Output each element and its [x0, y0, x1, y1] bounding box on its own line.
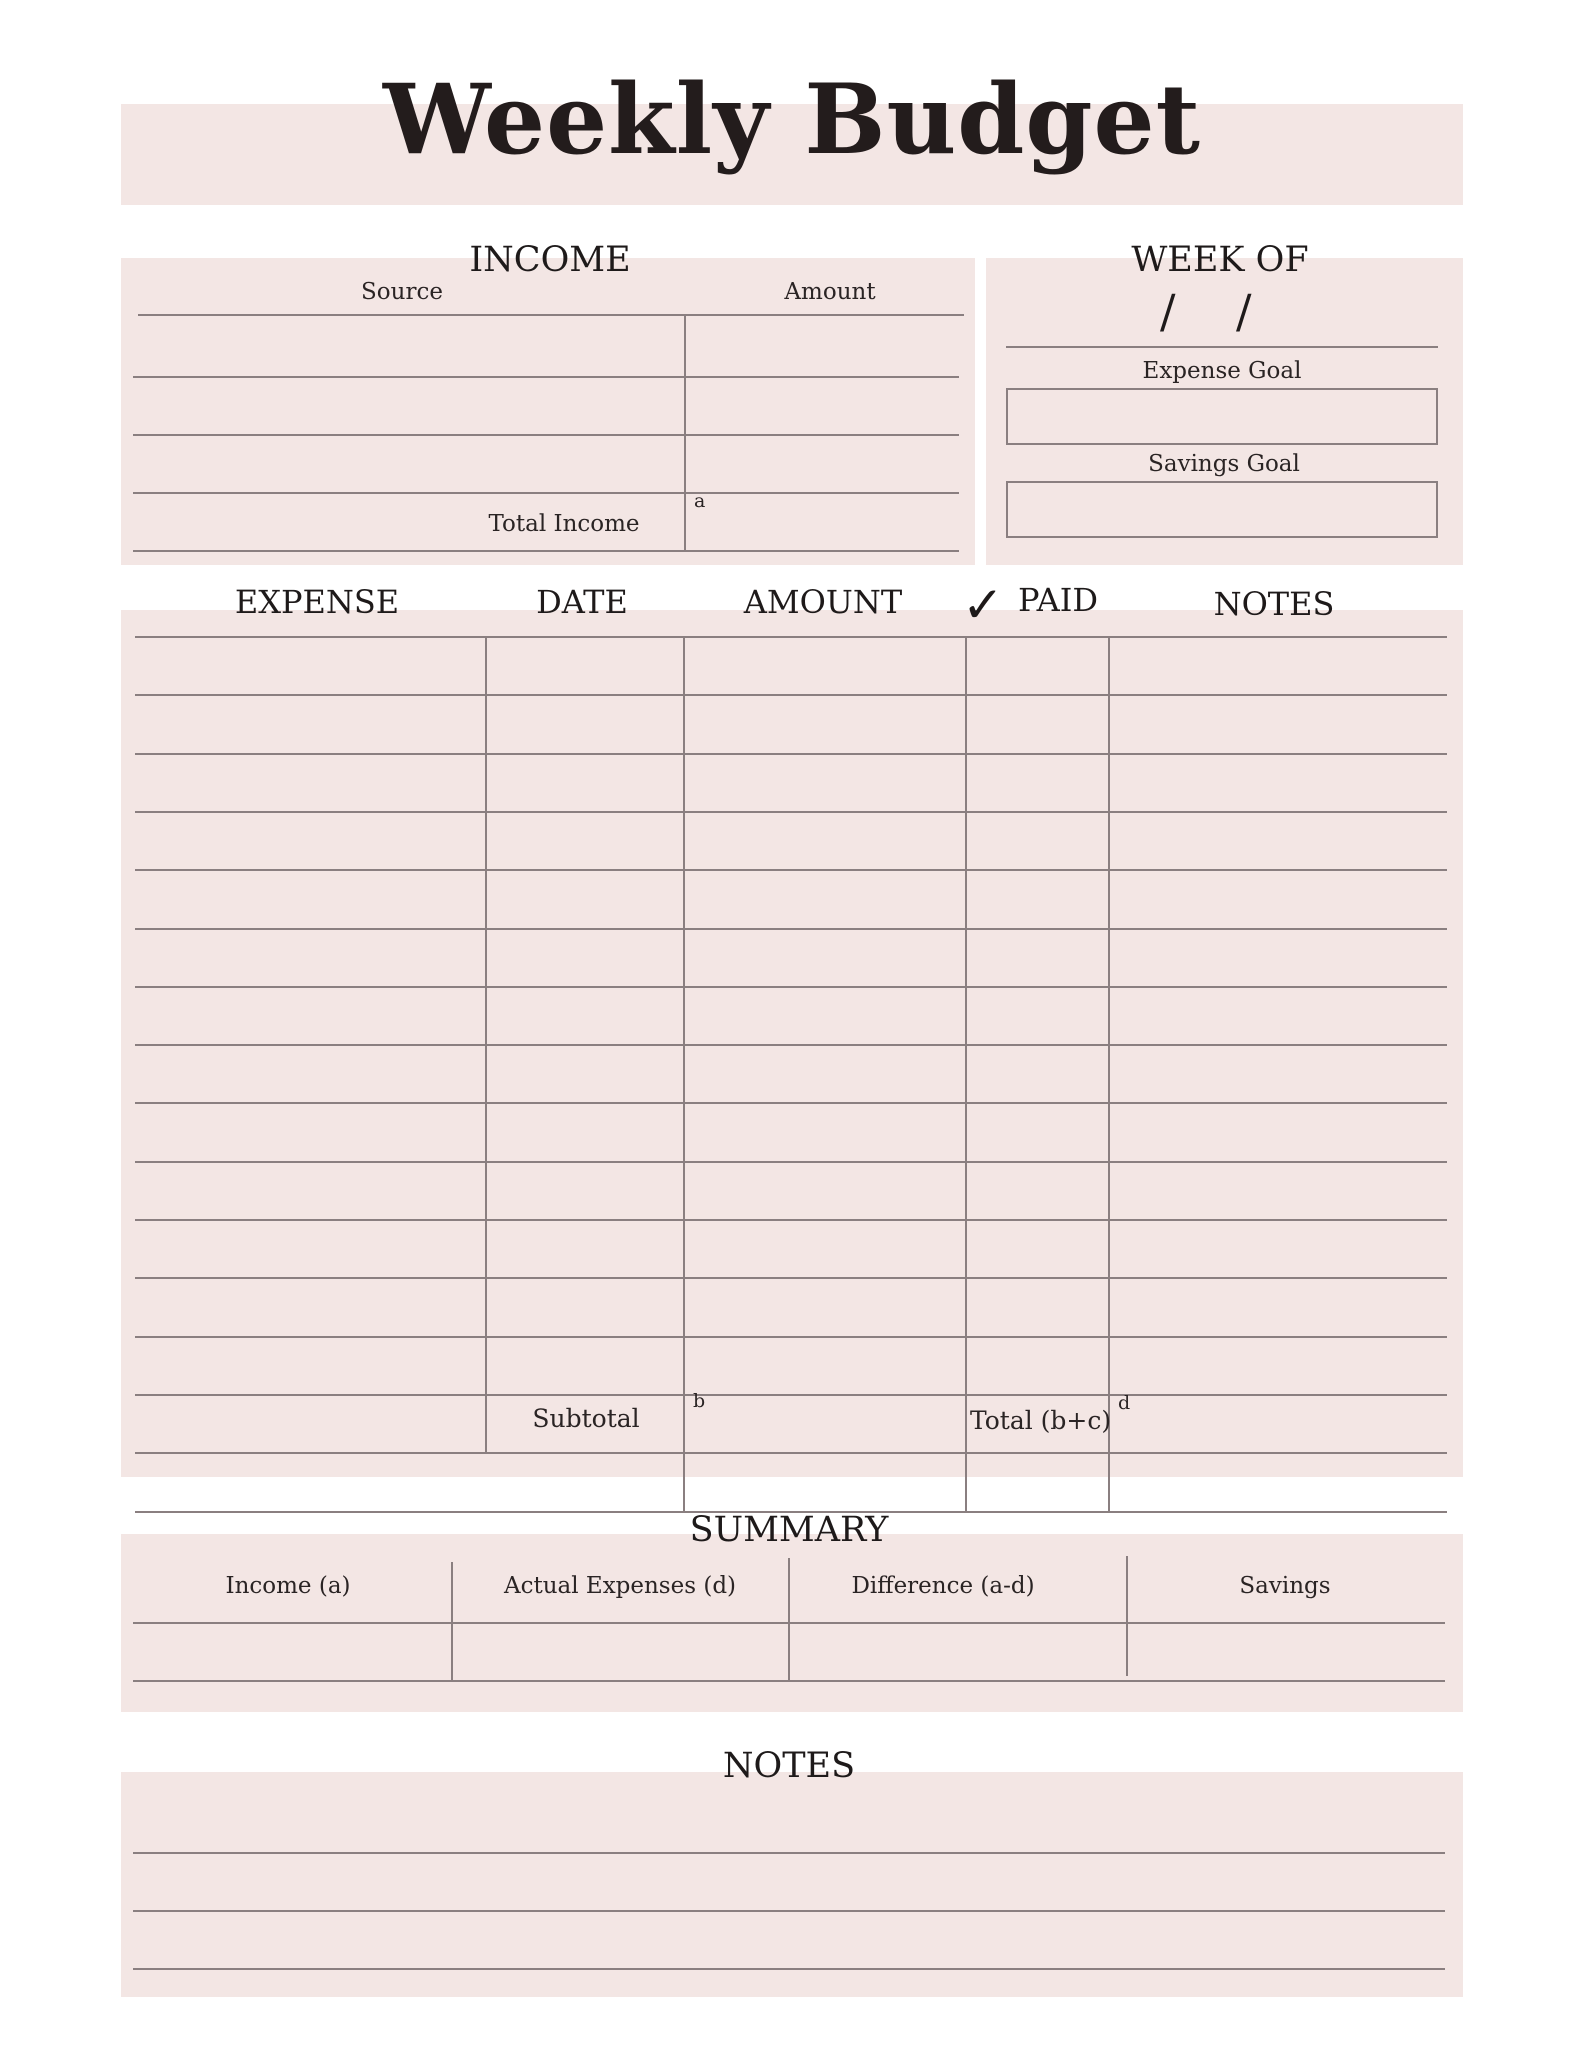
page-title: Weekly Budget [383, 63, 1201, 176]
notes-cell[interactable] [1110, 813, 1445, 867]
date-cell[interactable] [487, 930, 683, 984]
income-row-line [133, 376, 959, 378]
amount-cell[interactable] [685, 638, 965, 692]
expense-row-line [135, 1452, 1447, 1454]
week-heading: WEEK OF [1131, 240, 1309, 280]
expense-cell[interactable] [135, 638, 485, 692]
date-cell[interactable] [487, 755, 683, 809]
summary-expenses-field[interactable] [455, 1626, 786, 1678]
notes-cell[interactable] [1110, 1163, 1445, 1217]
expense-goal-label: Expense Goal [1142, 358, 1302, 384]
expense-goal-field[interactable] [1006, 388, 1438, 445]
summary-bottom-line [133, 1680, 1445, 1682]
summary-savings-field[interactable] [1130, 1626, 1443, 1678]
expense-cell[interactable] [135, 1104, 485, 1158]
summary-heading: SUMMARY [689, 1510, 889, 1550]
date-cell[interactable] [487, 813, 683, 867]
notes-line [133, 1968, 1445, 1970]
summary-income-label: Income (a) [225, 1573, 351, 1599]
expense-cell[interactable] [135, 696, 485, 750]
paid-cell[interactable] [967, 988, 1108, 1042]
date-cell[interactable] [487, 1279, 683, 1333]
notes-cell[interactable] [1110, 1338, 1445, 1392]
expense-column-header: EXPENSE [234, 583, 400, 621]
date-cell[interactable] [487, 1163, 683, 1217]
income-amount-input[interactable] [688, 318, 958, 374]
paid-cell[interactable] [967, 638, 1108, 692]
notes-cell[interactable] [1110, 871, 1445, 925]
notes-cell[interactable] [1110, 696, 1445, 750]
expense-cell[interactable] [135, 813, 485, 867]
amount-cell[interactable] [685, 813, 965, 867]
paid-column-header: PAID [1018, 581, 1098, 619]
paid-cell[interactable] [967, 813, 1108, 867]
paid-cell[interactable] [967, 1279, 1108, 1333]
date-cell[interactable] [487, 1046, 683, 1100]
expense-cell[interactable] [135, 871, 485, 925]
paid-cell[interactable] [967, 755, 1108, 809]
amount-column-header: AMOUNT [743, 583, 903, 621]
paid-cell[interactable] [967, 871, 1108, 925]
expense-cell[interactable] [135, 1396, 485, 1450]
total-income-label: Total Income [488, 511, 640, 537]
income-column-divider [684, 316, 686, 552]
date-cell[interactable] [487, 1221, 683, 1275]
income-header-line [138, 314, 964, 316]
expense-cell[interactable] [135, 1279, 485, 1333]
subtotal-label: Subtotal [532, 1404, 640, 1433]
total-marker: d [1118, 1392, 1131, 1414]
notes-cell[interactable] [1110, 1396, 1445, 1450]
paid-cell[interactable] [967, 1221, 1108, 1275]
amount-cell[interactable] [685, 1221, 965, 1275]
total-income-marker: a [694, 490, 706, 512]
notes-heading: NOTES [722, 1746, 856, 1786]
savings-goal-label: Savings Goal [1148, 451, 1300, 477]
summary-difference-label: Difference (a-d) [851, 1573, 1035, 1599]
date-slash-2: / [1236, 284, 1252, 338]
expense-cell[interactable] [135, 1338, 485, 1392]
notes-cell[interactable] [1110, 1104, 1445, 1158]
summary-divider [1126, 1556, 1128, 1676]
amount-cell[interactable] [685, 696, 965, 750]
notes-cell[interactable] [1110, 988, 1445, 1042]
summary-expenses-label: Actual Expenses (d) [503, 1573, 737, 1599]
amount-cell[interactable] [685, 988, 965, 1042]
income-row-line [133, 434, 959, 436]
summary-income-field[interactable] [135, 1626, 449, 1678]
amount-cell[interactable] [685, 1163, 965, 1217]
amount-cell[interactable] [685, 1396, 965, 1450]
expense-cell[interactable] [135, 930, 485, 984]
notes-cell[interactable] [1110, 930, 1445, 984]
paid-cell[interactable] [967, 1046, 1108, 1100]
savings-goal-field[interactable] [1006, 481, 1438, 538]
notes-field[interactable] [133, 1800, 1445, 1966]
subtotal-marker: b [693, 1390, 706, 1412]
notes-cell[interactable] [1110, 1046, 1445, 1100]
notes-column-header: NOTES [1213, 585, 1335, 623]
date-cell[interactable] [487, 871, 683, 925]
amount-cell[interactable] [685, 871, 965, 925]
notes-cell[interactable] [1110, 755, 1445, 809]
paid-cell[interactable] [967, 696, 1108, 750]
expense-cell[interactable] [135, 1163, 485, 1217]
paid-cell[interactable] [967, 1163, 1108, 1217]
amount-cell[interactable] [685, 1279, 965, 1333]
summary-savings-label: Savings [1239, 1573, 1331, 1599]
date-cell[interactable] [487, 988, 683, 1042]
summary-divider [788, 1558, 790, 1680]
amount-cell[interactable] [685, 755, 965, 809]
total-label: Total (b+c) [970, 1406, 1112, 1435]
notes-cell[interactable] [1110, 638, 1445, 692]
week-date-field[interactable] [1006, 290, 1436, 344]
summary-divider [451, 1562, 453, 1682]
date-column-header: DATE [536, 583, 628, 621]
amount-cell[interactable] [685, 1104, 965, 1158]
income-row-line [133, 550, 959, 552]
date-cell[interactable] [487, 1338, 683, 1392]
date-slash-1: / [1160, 284, 1176, 338]
income-row-line [133, 492, 959, 494]
date-cell[interactable] [487, 696, 683, 750]
expense-cell[interactable] [135, 755, 485, 809]
notes-cell[interactable] [1110, 1279, 1445, 1333]
check-icon: ✓ [962, 576, 1004, 634]
expense-cell[interactable] [135, 1046, 485, 1100]
summary-difference-field[interactable] [792, 1626, 1124, 1678]
amount-cell[interactable] [685, 1338, 965, 1392]
income-source-label: Source [361, 279, 443, 305]
paid-cell[interactable] [967, 930, 1108, 984]
expense-cell[interactable] [135, 988, 485, 1042]
expense-cell[interactable] [135, 1221, 485, 1275]
paid-cell[interactable] [967, 1338, 1108, 1392]
paid-cell[interactable] [967, 1104, 1108, 1158]
notes-cell[interactable] [1110, 1221, 1445, 1275]
date-cell[interactable] [487, 638, 683, 692]
income-heading: INCOME [469, 240, 631, 280]
week-date-line [1006, 346, 1438, 348]
amount-cell[interactable] [685, 1046, 965, 1100]
date-cell[interactable] [487, 1104, 683, 1158]
income-amount-label: Amount [784, 279, 876, 305]
amount-cell[interactable] [685, 930, 965, 984]
